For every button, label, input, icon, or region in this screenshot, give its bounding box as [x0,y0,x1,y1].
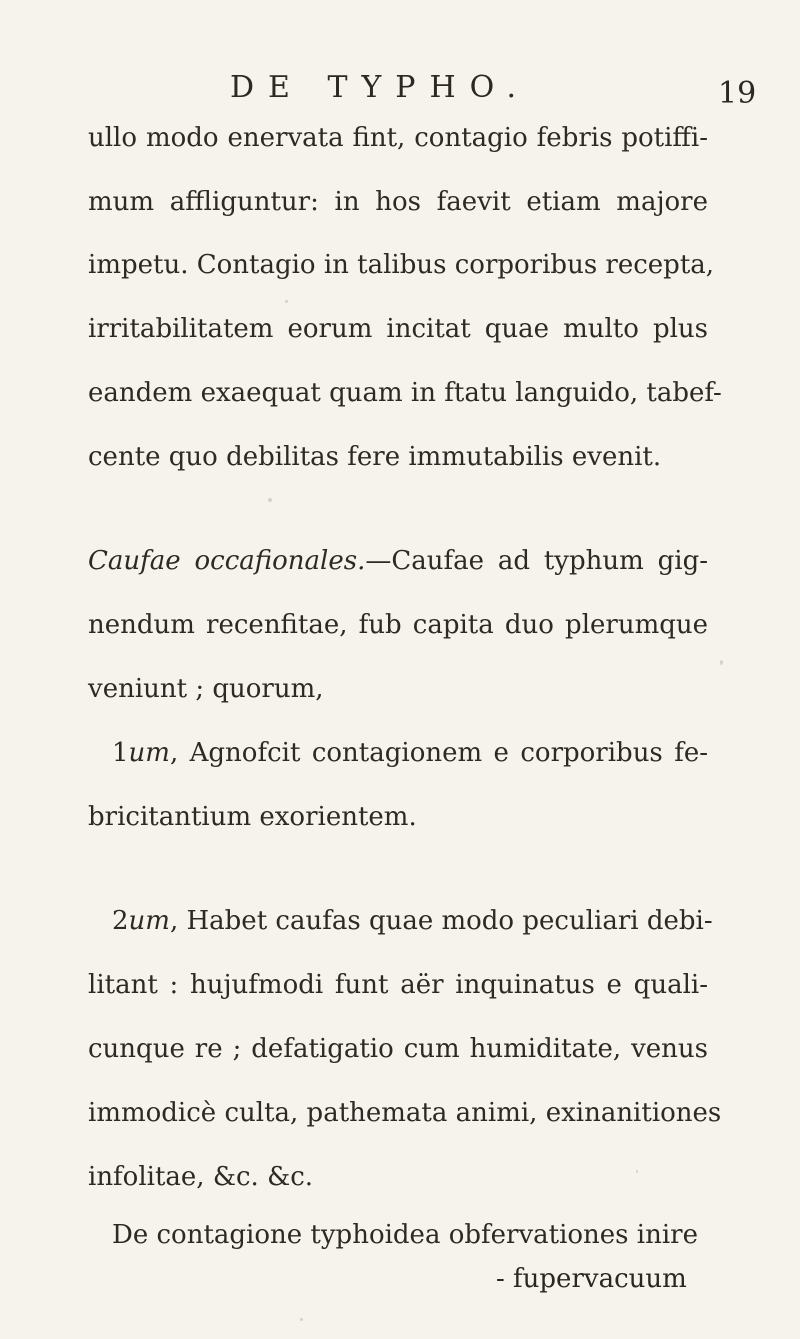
paper-speck [300,1318,303,1321]
text-line [112,740,708,766]
running-title: DE TYPHO. [230,70,531,105]
text-line: cente quo debilitas fere immutabilis evenit. [88,442,662,472]
list-numeral: 1 [112,738,129,768]
text-line: impetu. Contagio in talibus corporibus recepta, [88,250,715,280]
text-run: , Habet caufas quae modo peculiari debi- [169,906,713,936]
text-line: cunque re ; defatigatio cum humiditate, venus [88,1034,708,1064]
text-line: litant : hujufmodi funt aër inquinatus e quali- [88,970,708,1000]
list-ordinal: um [128,738,170,768]
section-heading: Caufae occafionales. [88,546,366,576]
text-line: ullo modo enervata fint, contagio febris potiffi- [88,123,708,153]
text-run: , Agnofcit contagionem e corporibus fe- [169,738,708,768]
text-line: veniunt ; quorum, [88,674,324,704]
text-line: nendum recenfitae, fub capita duo plerumque [88,610,708,640]
text-run: —Caufae ad typhum gig- [365,546,709,576]
text-line: De contagione typhoidea obfervationes inire [112,1220,698,1250]
text-line: mum affliguntur: in hos faevit etiam majore [88,187,708,217]
text-line: immodicè culta, pathemata animi, exinanitiones [88,1098,722,1128]
paper-speck [636,1170,638,1173]
text-line: irritabilitatem eorum incitat quae multo plus [88,314,708,344]
paper-speck [285,300,288,303]
paper-speck [268,498,272,502]
page-number: 19 [718,76,757,111]
text-line: bricitantium exorientem. [88,802,417,832]
text-line: infolitae, &c. &c. [88,1162,314,1192]
text-line: eandem exaequat quam in ftatu languido, tabef- [88,378,722,408]
text-line [112,906,713,936]
list-numeral: 2 [112,906,129,936]
list-ordinal: um [128,906,170,936]
paper-speck [720,660,723,665]
text-line [88,548,708,574]
catchword: - fupervacuum [496,1264,687,1294]
